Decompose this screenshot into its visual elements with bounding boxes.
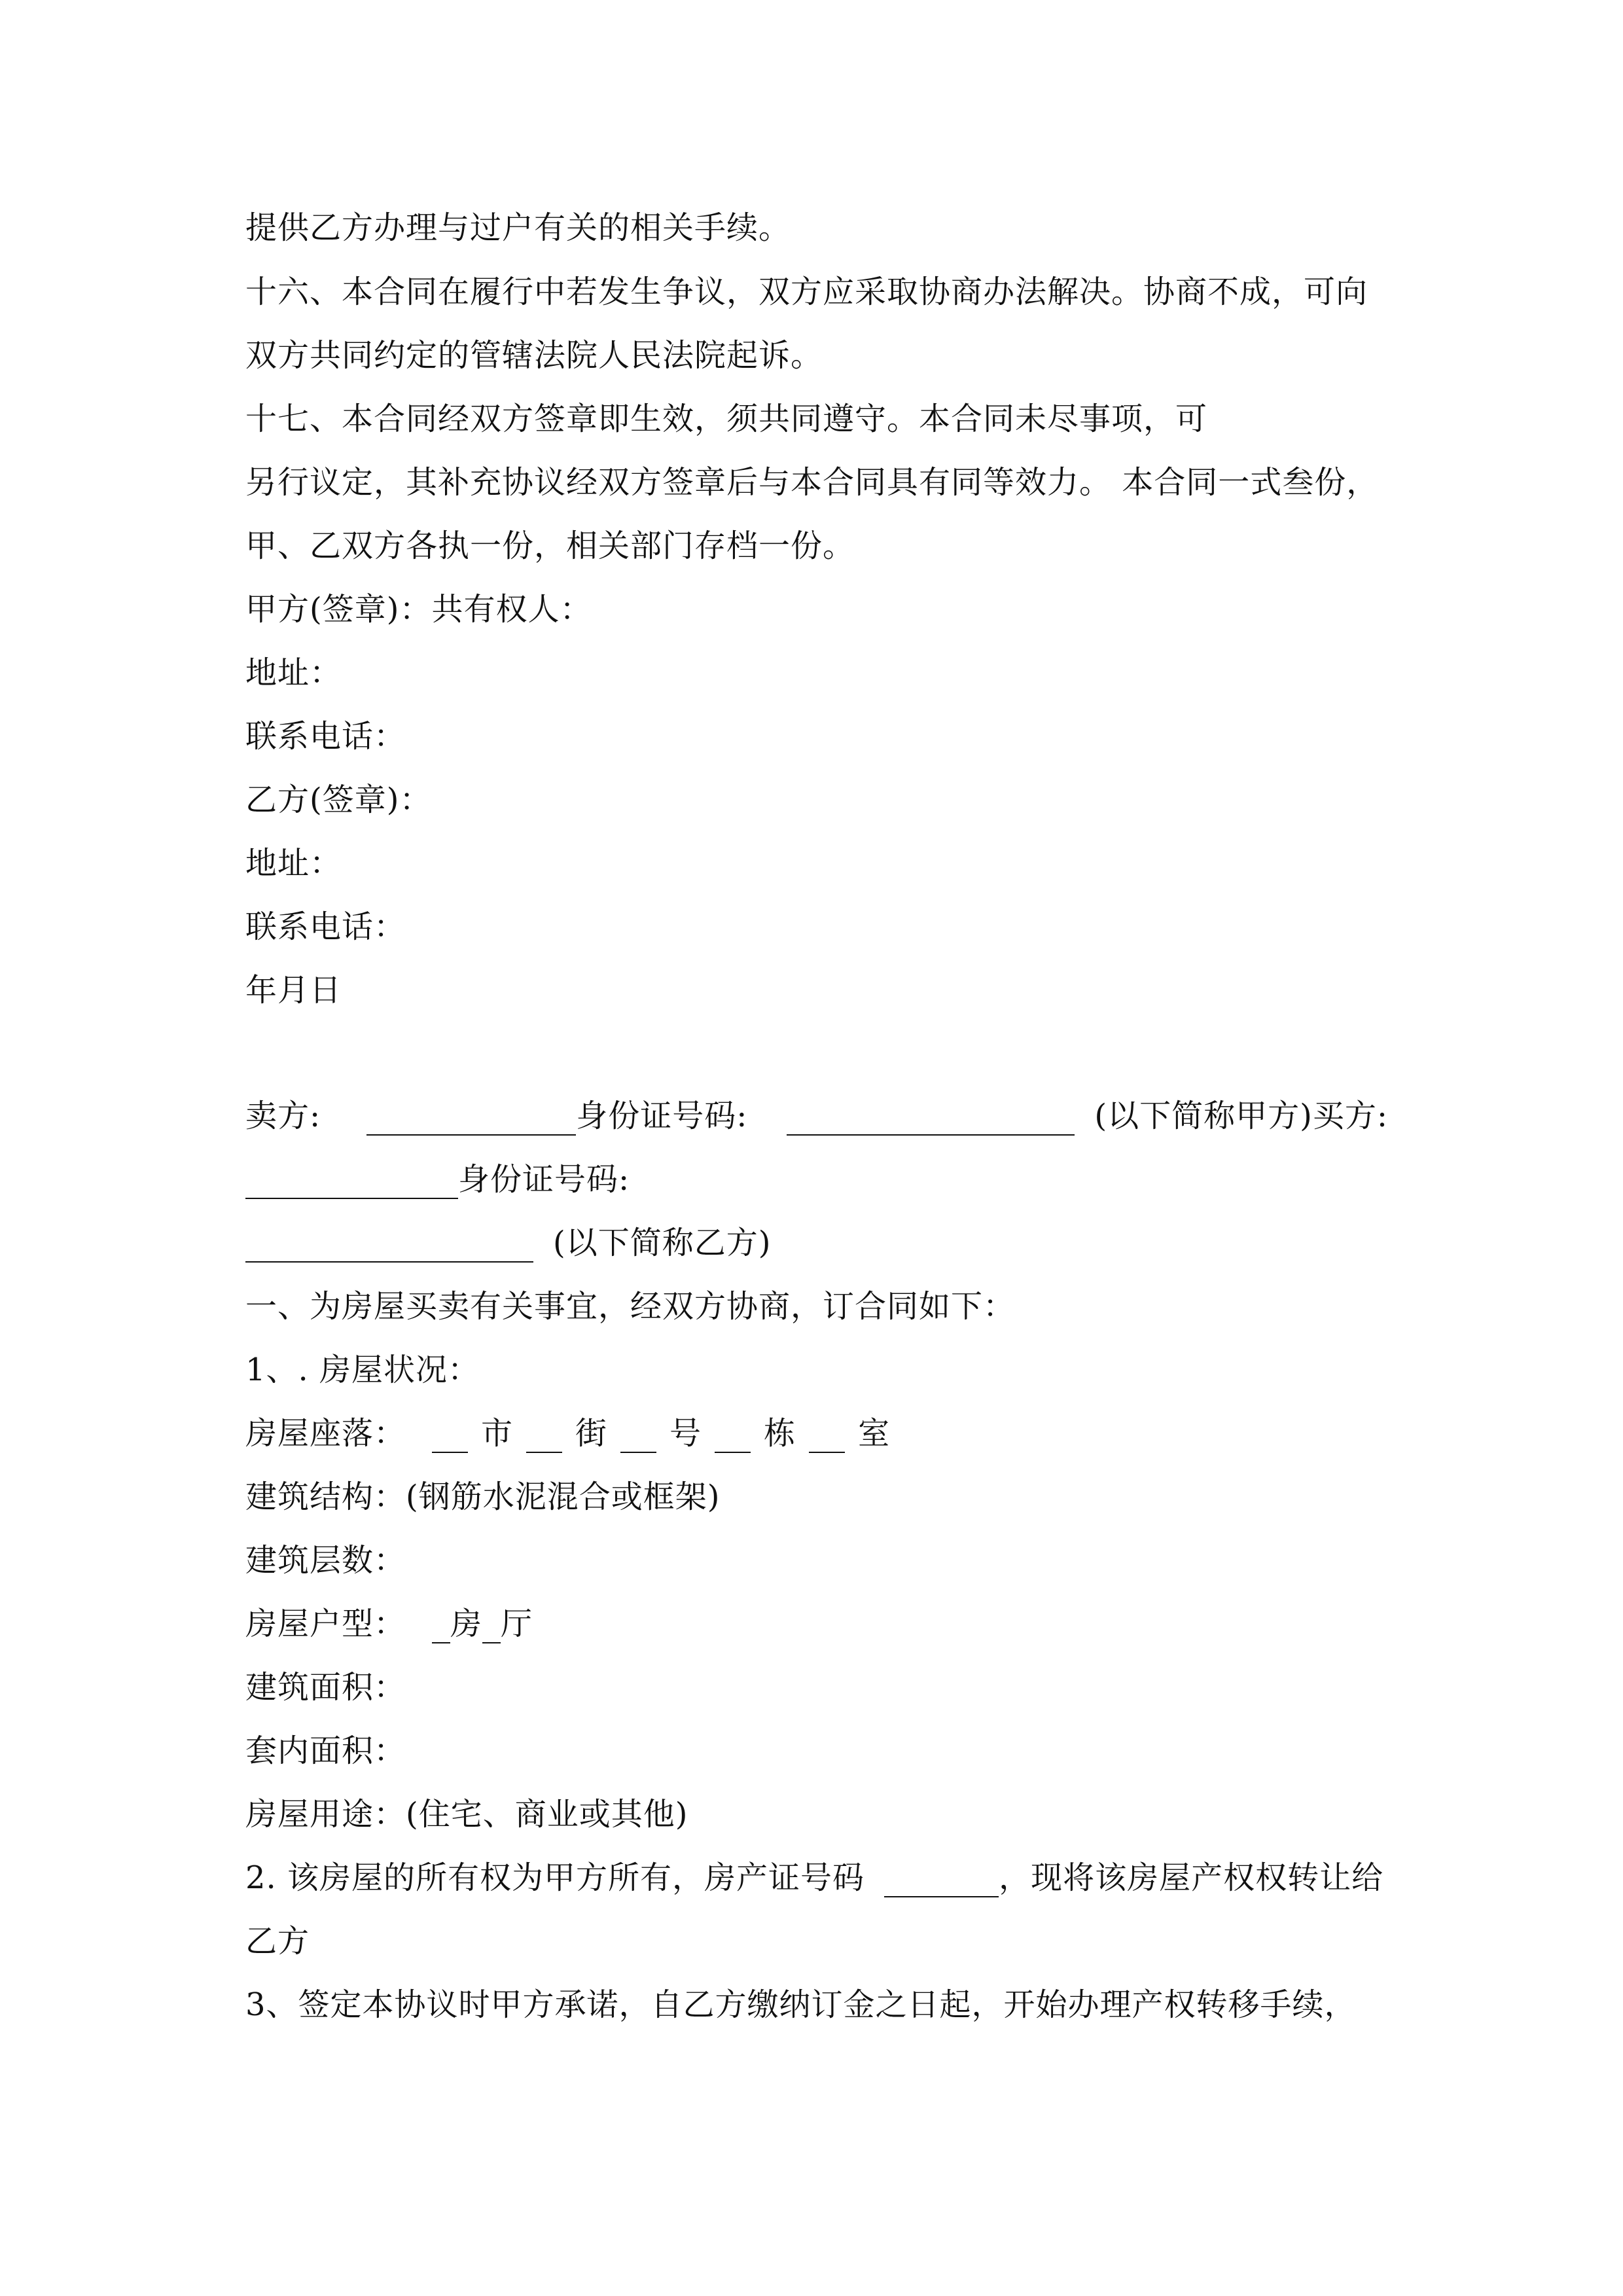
party-b-note: (以下简称乙方): [553, 1225, 772, 1261]
number-label: 号: [669, 1415, 702, 1452]
seller-line: [245, 1096, 1388, 1136]
halls-blank: [482, 1613, 501, 1643]
seller-name-blank: [366, 1105, 576, 1136]
building-label: 栋: [764, 1415, 796, 1452]
street-blank: [526, 1423, 562, 1453]
buyer-name-blank: [245, 1169, 458, 1199]
buyer-id-blank: [245, 1232, 533, 1263]
party-b-phone-line: 联系电话：: [245, 908, 406, 945]
text-line: 房屋用途：(住宅、商业或其他): [245, 1796, 688, 1833]
text-line: 十六、本合同在履行中若发生争议，双方应采取协商办法解决。协商不成，可向: [245, 274, 1368, 310]
text-line: 建筑面积：: [245, 1669, 406, 1706]
ownership-text-2: ，现将该房屋产权权转让给: [999, 1859, 1384, 1896]
id-label: 身份证号码:: [458, 1161, 630, 1198]
date-line: 年月日: [245, 972, 342, 1009]
buyer-note-line: [245, 1223, 771, 1263]
location-line: [245, 1414, 890, 1453]
certificate-number-blank: [884, 1867, 999, 1897]
party-b-address-line: 地址：: [245, 845, 342, 882]
text-line: 乙方: [245, 1923, 310, 1960]
house-type-line: [245, 1604, 533, 1643]
number-blank: [620, 1423, 656, 1453]
party-a-note: (以下简称甲方)买方:: [1094, 1098, 1389, 1134]
text-line: 3、签定本协议时甲方承诺，自乙方缴纳订金之日起，开始办理产权转移手续，: [245, 1986, 1357, 2023]
text-line: 十七、本合同经双方签章即生效，须共同遵守。本合同未尽事项，可: [245, 401, 1208, 437]
street-label: 街: [575, 1415, 608, 1452]
rooms-label: 房: [450, 1605, 483, 1642]
text-line: 一、为房屋买卖有关事宜，经双方协商，订合同如下：: [245, 1288, 1016, 1325]
buyer-id-line: [245, 1160, 630, 1199]
city-label: 市: [481, 1415, 514, 1452]
ownership-line: [245, 1858, 1383, 1897]
party-b-signature-line: 乙方(签章)：: [245, 781, 432, 818]
city-blank: [432, 1423, 468, 1453]
party-a-address-line: 地址：: [245, 655, 342, 691]
text-line: 建筑结构：(钢筋水泥混合或框架): [245, 1479, 721, 1515]
text-line: 双方共同约定的管辖法院人民法院起诉。: [245, 337, 823, 374]
house-type-label: 房屋户型：: [245, 1605, 406, 1642]
text-line: 提供乙方办理与过户有关的相关手续。: [245, 209, 791, 246]
seller-label: 卖方:: [245, 1098, 321, 1134]
room-blank: [809, 1423, 845, 1453]
building-blank: [715, 1423, 751, 1453]
text-line: 甲、乙双方各执一份，相关部门存档一份。: [245, 528, 855, 564]
room-label: 室: [858, 1415, 891, 1452]
party-a-phone-line: 联系电话：: [245, 718, 406, 755]
id-label: 身份证号码:: [576, 1098, 748, 1134]
halls-label: 厅: [501, 1605, 533, 1642]
rooms-blank: [432, 1613, 450, 1643]
text-line: 建筑层数：: [245, 1542, 406, 1579]
location-label: 房屋座落：: [245, 1415, 406, 1452]
ownership-text: 2. 该房屋的所有权为甲方所有，房产证号码: [245, 1859, 865, 1896]
party-a-signature-line: 甲方(签章)：共有权人：: [245, 591, 592, 628]
seller-id-blank: [787, 1105, 1075, 1136]
text-line: 套内面积：: [245, 1732, 406, 1769]
text-line: 1、. 房屋状况：: [245, 1352, 480, 1388]
text-line: 另行议定，其补充协议经双方签章后与本合同具有同等效力。 本合同一式叁份，: [245, 464, 1379, 501]
